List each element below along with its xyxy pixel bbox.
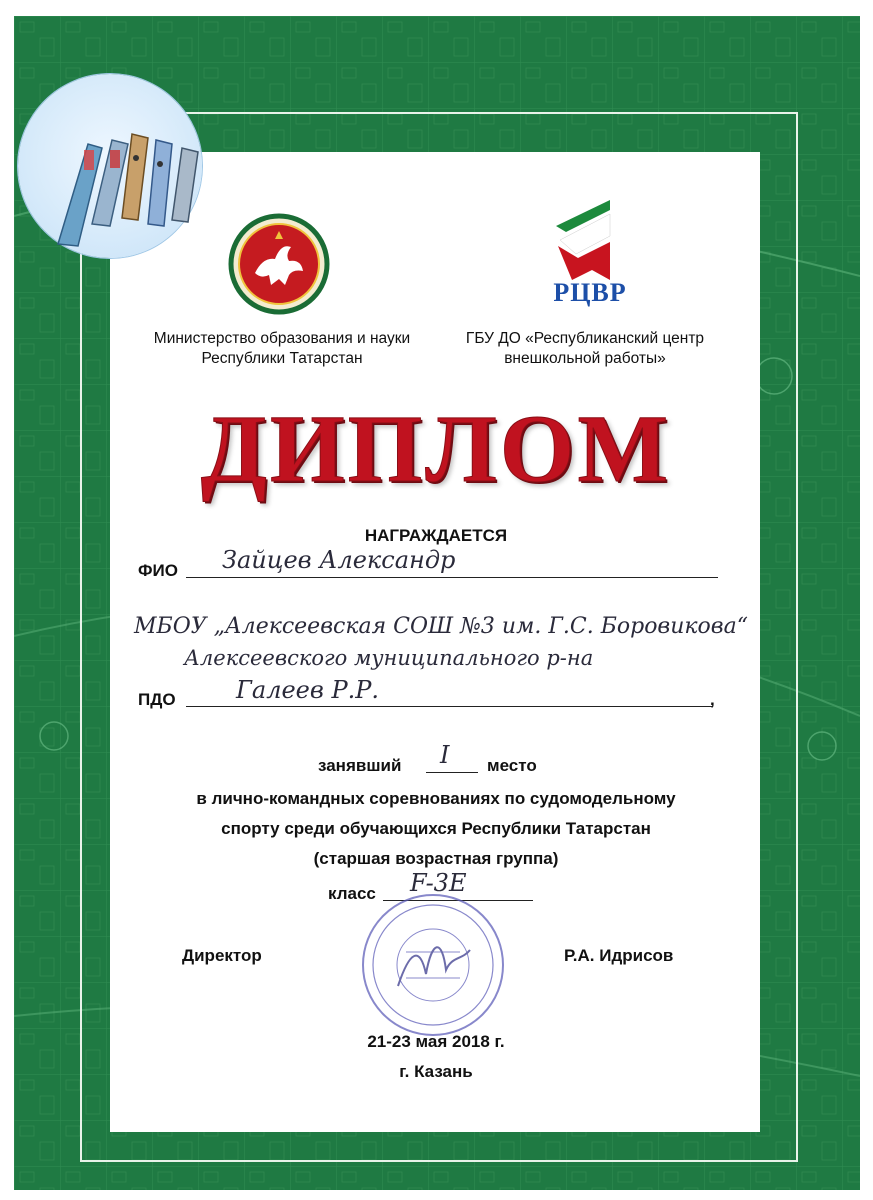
school-line-2: Алексеевского муниципального р-на	[184, 646, 594, 670]
place-line	[426, 772, 478, 773]
rcvr-caption	[440, 329, 730, 369]
event-dates: 21-23 мая 2018 г.	[367, 1032, 505, 1051]
pdo-comma: ,	[710, 690, 715, 709]
fio-value: Зайцев Александр	[222, 546, 456, 574]
pdo-label: ПДО	[138, 690, 176, 709]
class-label: класс	[328, 884, 376, 903]
competition-line-1: в лично-командных соревнованиях по судомодельному	[196, 789, 676, 808]
rcvr-logo-text: РЦВР	[553, 278, 627, 307]
competition-line-3: (старшая возрастная группа)	[313, 849, 559, 868]
fio-label: ФИО	[138, 561, 178, 580]
ministry-line-2: Республики Татарстан	[201, 350, 363, 367]
place-prefix: занявший	[318, 756, 402, 775]
event-city: г. Казань	[399, 1062, 473, 1081]
place-suffix: место	[487, 756, 537, 775]
ship-models-emblem	[18, 74, 202, 258]
school-line-1: МБОУ „Алексеевская СОШ №3 им. Г.С. Боровикова“	[134, 614, 748, 639]
place-value: I	[440, 741, 450, 769]
class-value: F-3E	[410, 869, 467, 897]
ministry-caption	[132, 329, 432, 369]
tatarstan-coat-of-arms	[223, 213, 335, 320]
fio-line	[186, 577, 718, 578]
rcvr-logo	[552, 196, 622, 287]
director-name: Р.А. Идрисов	[564, 946, 674, 965]
ministry-line-1: Министерство образования и науки	[153, 330, 411, 347]
pdo-value: Галеев Р.Р.	[236, 676, 380, 704]
diploma-title: ДИПЛОМ	[200, 395, 672, 502]
official-stamp	[348, 890, 518, 1045]
rcvr-line-1: ГБУ ДО «Республиканский центр	[465, 330, 705, 347]
awarded-heading: НАГРАЖДАЕТСЯ	[364, 526, 508, 545]
competition-line-2: спорту среди обучающихся Республики Татарстан	[221, 819, 651, 838]
pdo-line	[186, 706, 712, 707]
rcvr-line-2: внешкольной работы»	[504, 350, 666, 367]
director-label: Директор	[182, 946, 262, 965]
